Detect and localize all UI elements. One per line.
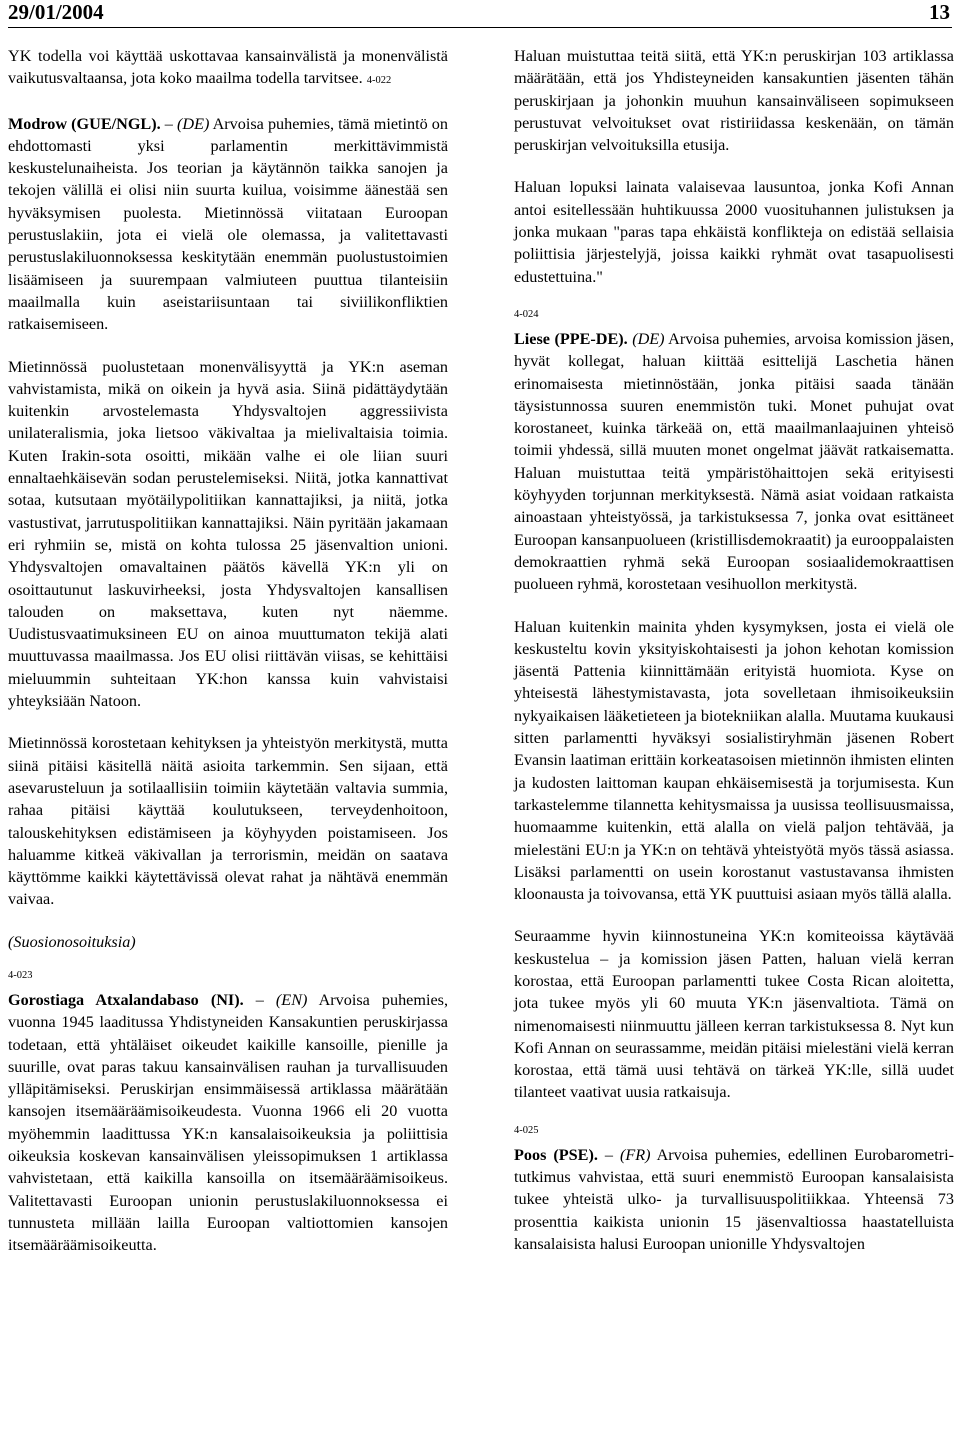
paragraph (514, 616, 954, 906)
speaker-name: Modrow (GUE/NGL). (8, 114, 161, 133)
speech-liese (514, 308, 954, 596)
paragraph-text: Seuraamme hyvin kiinnostuneina YK:n komiteoissa käytävää keskustelua – ja komission jäsen Patten, haluan vielä kerran korostaa, että Euroopan parlamentti tukee Costa Rican aloitetta, jota tukee myös yli 60 muuta YK:n jäsenvaltiota. Tämä on nimenomaisesti niinmuuttu jälleen kerran tarkistuksessa 8. Nyt kun Kofi Annan on seurassamme, meidän pitäisi mielestäni vielä kerran korostaa, että tämä uusi tehtävä on tärkeä YK:lle, sillä uudet tilanteet vaativat uusia ratkaisuja. (514, 927, 954, 1102)
speaker-name: Poos (PSE). (514, 1145, 598, 1164)
speech-poos (514, 1124, 954, 1255)
paragraph-text: Mietinnössä korostetaan kehityksen ja yhteistyön merkitystä, mutta siinä pitäisi käsitellä näitä asioita tarkemmin. Sen sijaan, että asevarusteluun ja sotilaallisiin toimiin käytetään valtavia summia, rahaa pitäisi käyttää koulutukseen, terveydenhoitoon, talouskehityksen edistämiseen ja köyhyyden poistamiseen. Jos haluamme kitkeä väkivallan ja terrorismin, meidän on saatava käyttömme kaikki käytettävissä olevat rahat ja nähtävä enemmän vaivaa. (8, 734, 448, 909)
paragraph (514, 925, 954, 1103)
paragraph-text: YK todella voi käyttää uskottavaa kansainvälistä ja monenvälistä vaikutusvaltaansa, jota koko maailma todella tarvitsee. (8, 47, 448, 88)
speech-code: 4-023 (8, 969, 33, 981)
speaker-dash: – (597, 1145, 620, 1164)
page-number: 13 (929, 0, 950, 24)
header-rule (8, 27, 952, 28)
applause-text: (Suosionosoituksia) (8, 932, 136, 951)
language-tag: (DE) (632, 329, 665, 348)
speech-gorostiaga (8, 969, 448, 1257)
right-column (514, 45, 954, 1275)
applause-note (8, 931, 448, 953)
paragraph (8, 356, 448, 713)
language-tag: (DE) (177, 114, 210, 133)
speech-code: 4-025 (514, 1124, 539, 1136)
language-tag: (FR) (619, 1145, 651, 1164)
speaker-dash: – (243, 990, 276, 1009)
paragraph-text: Arvoisa puhemies, tämä mietintö on ehdottomasti yksi parlamentin merkittävimmistä keskustelunaiheista. Jos teorian ja käytännön taikka sanojen ja tekojen välillä ei olisi niin suurta kuilua, voisimme äänestää sen hyväksymisen puolesta. Mietinnössä viitataan Euroopan perustuslakiin, jota ei vielä ole olemassa, ja valitettavasti perustuslakiluonnoksessa keskitytään enemmän puolustustoimien lisäämiseen ja suurempaan valmiuteen puuttua tilanteisiin maailmalla kuin aseistariisuntaan tai siviilikonfliktien ratkaisemiseen. (8, 114, 448, 334)
paragraph-text: Arvoisa puhemies, vuonna 1945 laaditussa Yhdistyneiden Kansakuntien peruskirjassa todetaan, että yhtäläiset oikeudet kaikille kansoille, pienille ja suurille, ovat paras takuu kansainvälisen rauhan ja turvallisuuden ylläpitämiseksi. Peruskirjan ensimmäisessä artiklassa määrätään kansojen itsemääräämisoikeudesta. Vuonna 1966 eli 20 vuotta myöhemmin laadittussa YK:n kansalaisoikeuksia ja poliittisia oikeuksia koskevan kansainvälisen yleissopimuksen 1 artiklassa vahvistetaan, että kaikilla kansoilla on itsemääräämisoikeus. Valitettavasti Euroopan unionin perustuslakiluonnoksessa ei tunnusteta millään lailla Euroopan valtiottomien kansojen itsemääräämisoikeutta. (8, 990, 448, 1255)
header-date: 29/01/2004 (8, 0, 104, 24)
paragraph (8, 45, 448, 93)
speech-code: 4-024 (514, 308, 539, 320)
paragraph-text: Arvoisa puhemies, edellinen Eurobarometri-tutkimus vahvistaa, että suuri enemmistö Euroopan kansalaisista tukee yhteistä ulko- ja turvallisuuspolitiikkaa. Yhteensä 73 prosenttia kaikista unionin 15 jäsenvaltiossa haastatelluista kansalaisista halusi Euroopan unionille Yhdysvaltojen (514, 1145, 954, 1253)
left-column (8, 45, 448, 1277)
paragraph-text: Haluan muistuttaa teitä siitä, että YK:n peruskirjan 103 artiklassa määrätään, että jos Yhdisteyneiden kansakuntien jäsenten tähän peruskirjaan ja johonkin muuhun kansainväliseen sopimukseen perustuvat velvoitukset ovat ristiriidassa keskenään, on tämän peruskirjan velvoituksilla etusija. (514, 47, 954, 155)
speaker-dash: – (160, 114, 177, 133)
paragraph (8, 732, 448, 910)
speaker-name: Liese (PPE-DE). (514, 329, 628, 348)
paragraph-text: Arvoisa puhemies, arvoisa komission jäsen, hyvät kollegat, haluan kiittää esittelijä Laschetia hänen erinomaisesta mietinnöstään, jonka pitäisi saada tänään täysistunnossa suuren enemmistön tuki. Monet puhujat ovat korostaneet, kuinka tärkeää on, että maailmanlaajuinen yhteisö toimii yhdessä, sillä muuten monet ongelmat jäävät ratkaisematta. Haluan muistuttaa teitä ympäristöhaittojen sekä erityisesti köyhyyden torjunnan merkityksestä. Nämä asiat voidaan ratkaista ainoastaan yhteistyössä, ja tarkistuksessa 7, jonka ovat esittäneet Euroopan kansanpuolueen (kristillisdemokraatit) ja eurooppalaisten demokraattien ryhmä sekä Euroopan sosiaalidemokraattisen puolueen ryhmä, korostetaan vesihuollon merkitystä. (514, 329, 954, 594)
page-header (8, 0, 952, 26)
paragraph (514, 45, 954, 156)
speaker-name: Gorostiaga Atxalandabaso (NI). (8, 990, 244, 1009)
paragraph-text: Haluan lopuksi lainata valaisevaa lausuntoa, jonka Kofi Annan antoi esitellessään huhtikuussa 2000 vuosituhannen julistuksen ja jonka mukaan "paras tapa ehkäistä konflikteja on edistää sellaisia poliittisia järjestelyjä, joissa kaikki ryhmät ovat tasapuolisesti edustettuina." (514, 178, 954, 286)
speech-modrow (8, 113, 448, 336)
paragraph-text: Haluan kuitenkin mainita yhden kysymyksen, josta ei vielä ole keskusteltu kovin yksityiskohtaisesti ja johon kehotan komission jäsentä Pattenia kiinnittämään erityistä huomiota. Kyse on yhteisestä lähestymistavasta, jota sovelletaan ihmisoikeuksiin nykyaikaisen lääketieteen ja biotekniikan alalla. Muutama kuukausi sitten parlamentti hyväksyi sosialistiryhmän jäsenen Robert Evansin laatiman erittäin korkeatasoisen mietinnön ihmisten elinten ja kudosten laittoman kaupan ehkäisemisestä ja torjumisesta. Kun tarkastelemme tilannetta kehitysmaissa ja uusissa teollisuusmaissa, huomaamme kuitenkin, että alalla on vielä paljon tehtävää, ja mielestäni EU:n ja YK:n on tehtävä yhteistyötä myös tässä asiassa. Lisäksi parlamentti on usein korostanut vastustavansa ihmisten kloonausta ja toivovansa, että YK puuttuisi asiaan myös tällä alalla. (514, 617, 954, 904)
language-tag: (EN) (275, 990, 308, 1009)
paragraph-text: Mietinnössä puolustetaan monenvälisyyttä ja YK:n aseman vahvistamista, mikä on oikein ja hyvä asia. Siinä pidättäydytään kuitenkin arvostelemasta Yhdysvaltojen aggressiivista unilateralismia, joka lietsoo väkivaltaa ja mielivaltaisia toimia. Kuten Irakin-sota osoitti, mikään valhe ei ole liian suuri ennaltaehkäisevän sodan perustelemiseksi. Niitä, jotka kannattivat sotaa, kutsutaan myötäilypolitiikan kannattajiksi, ja niitä, jotka vastustivat, jarrutuspolitiikan kannattajiksi. Näin pyritään jakamaan eri ryhmiin se, mistä on kohta tulossa 25 jäsenvaltion unioni. Yhdysvaltojen omavaltainen päätös kävellä YK:n yli on osoittautunut laskuvirheeksi, josta Yhdysvaltojen kansallisen talouden on maksettava, kuten nyt näemme. Uudistusvaatimuksineen EU on ainoa muuttumaton tekijä alati muuttuvassa maailmassa. Jos EU olisi riittävän viisas, se kehittäisi mieluummin suhteitaan YK:hon kanssa kuin vahvistaisi yhteyksiään Natoon. (8, 357, 448, 711)
paragraph (514, 176, 954, 287)
speech-code: 4-022 (366, 75, 392, 87)
